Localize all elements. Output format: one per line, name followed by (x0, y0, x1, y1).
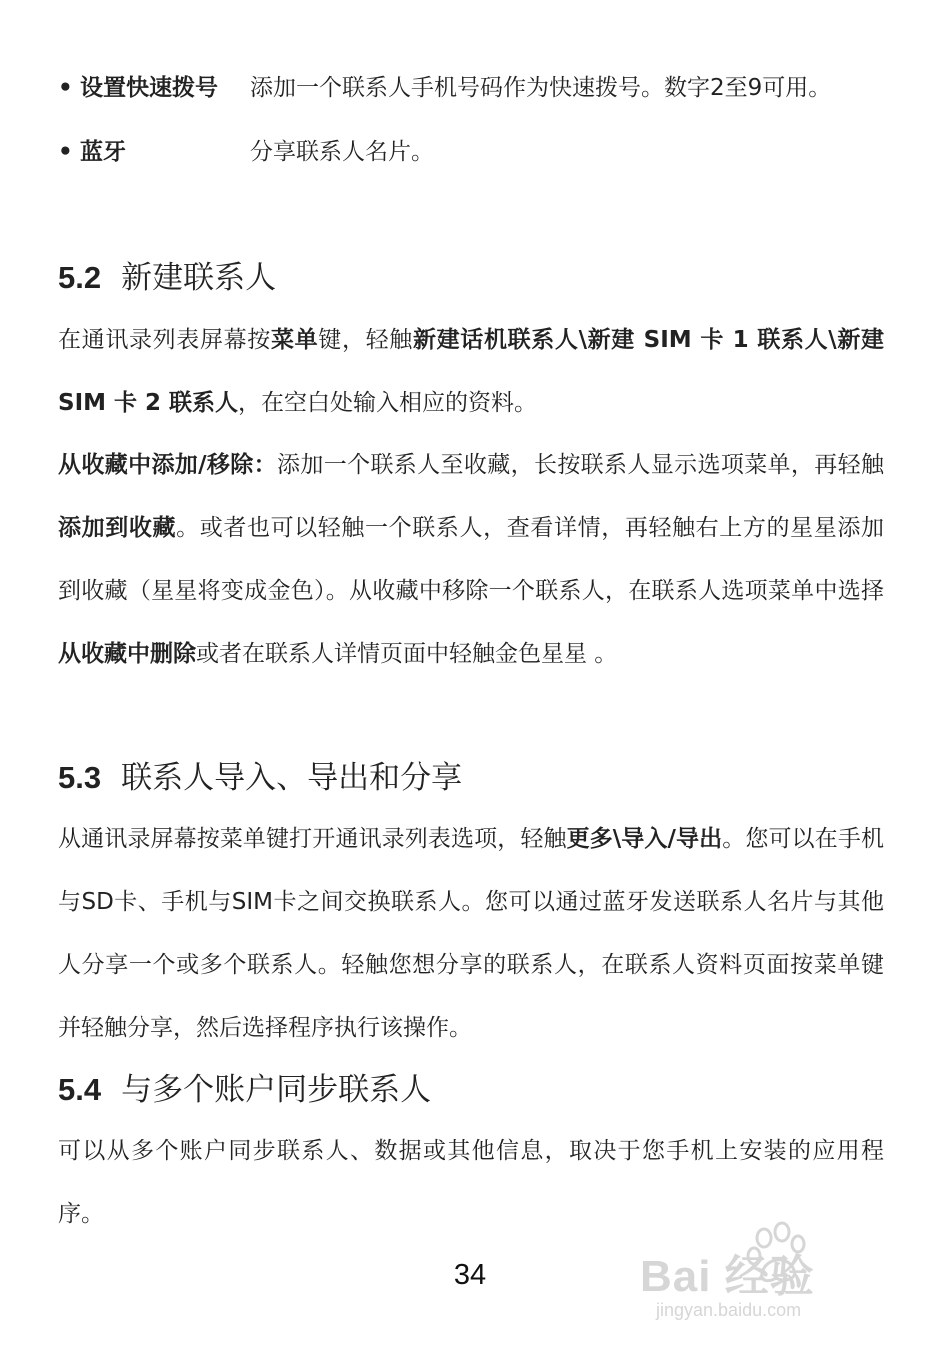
bold-term: 菜单 (270, 327, 319, 353)
paragraph-import-export (58, 808, 884, 1060)
bullet-dot: • (58, 139, 73, 165)
text-run: ，在空白处输入相应的资料。 (238, 390, 538, 416)
paragraph-favorites (58, 434, 884, 686)
text-run: 从通讯录屏幕按菜单键打开通讯录列表选项，轻触 (58, 826, 567, 852)
section-title: 新建联系人 (121, 260, 277, 296)
section-heading-5-4 (58, 1068, 431, 1112)
page-number: 34 (453, 1259, 487, 1291)
bullet-bluetooth (58, 132, 884, 172)
bold-term: 新建话机联系人\新建 SIM 卡 1 联系人\新建 SIM 卡 2 联系人 (58, 327, 885, 416)
text-run: 添加一个联系人至收藏，长按联系人显示选项菜单，再轻触 (277, 452, 884, 478)
text-run: 键，轻触 (318, 327, 413, 353)
baidu-jingyan-watermark (640, 1218, 890, 1338)
paragraph-new-contact (58, 309, 884, 435)
bold-term: 从收藏中删除 (58, 641, 196, 667)
section-heading-5-3 (58, 756, 462, 800)
bullet-term: 设置快速拨号 (80, 75, 218, 101)
text-run: 或者在联系人详情页面中轻触金色星星 。 (196, 641, 618, 667)
section-number: 5.4 (58, 1072, 102, 1107)
section-heading-5-2 (58, 256, 276, 300)
bullet-description: 添加一个联系人手机号码作为快速拨号。数字2至9可用。 (250, 75, 832, 101)
text-run: 在通讯录列表屏幕按 (58, 327, 271, 353)
text-run: 。或者也可以轻触一个联系人，查看详情，再轻触右上方的星星添加到收藏（星星将变成金色）。从收藏中移除一个联系人，在联系人选项菜单中选择 (58, 515, 885, 604)
section-title: 联系人导入、导出和分享 (121, 760, 463, 796)
bold-term: 从收藏中添加/移除： (58, 452, 277, 478)
text-run: 。您可以在手机与SD卡、手机与SIM卡之间交换联系人。您可以通过蓝牙发送联系人名片与其他人分享一个或多个联系人。轻触您想分享的联系人，在联系人资料页面按菜单键并轻触分享，然后选择程序执行该操作。 (58, 826, 884, 1041)
section-number: 5.3 (58, 760, 102, 795)
bullet-description: 分享联系人名片。 (250, 139, 434, 165)
bullet-term: 蓝牙 (80, 139, 126, 165)
bold-term: 更多\导入/导出 (566, 826, 723, 852)
bold-term: 添加到收藏 (58, 515, 177, 541)
watermark-url: jingyan.baidu.com (656, 1300, 802, 1320)
text-run: 可以从多个账户同步联系人、数据或其他信息，取决于您手机上安装的应用程序。 (58, 1138, 884, 1227)
watermark-logo: Bai 经验 (640, 1252, 815, 1301)
bullet-dot: • (58, 75, 73, 101)
section-title: 与多个账户同步联系人 (121, 1072, 432, 1108)
bullet-speed-dial (58, 68, 884, 108)
section-number: 5.2 (58, 260, 102, 295)
